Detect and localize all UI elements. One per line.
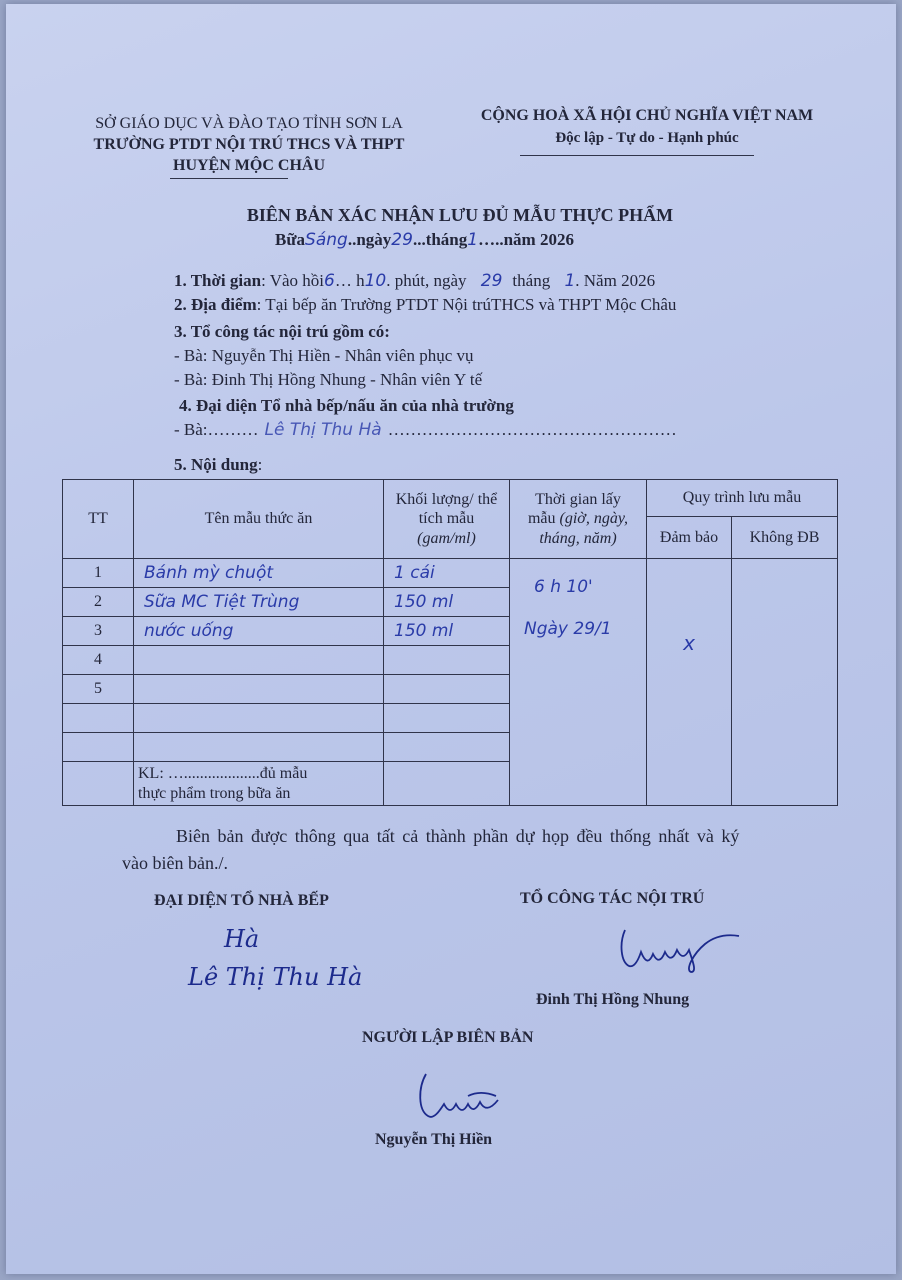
section-content-colon: : <box>257 455 263 474</box>
row-weight: 1 cái <box>384 559 510 588</box>
kitchen-rep-prefix: - Bà:……… <box>174 420 259 439</box>
header-sample-time <box>510 480 647 559</box>
section-time <box>174 271 655 291</box>
meal-month: 1 <box>467 230 479 250</box>
row-food-name <box>134 733 384 762</box>
row-tt <box>63 704 134 733</box>
row-tt: 4 <box>63 646 134 675</box>
header-weight-line2: tích mẫu <box>418 510 475 528</box>
reporter-sign-name: Nguyễn Thị Hiền <box>375 1131 493 1148</box>
conclusion-line1: KL: …...................đủ mẫu <box>138 764 308 782</box>
team-member-1: - Bà: Nguyễn Thị Hiền - Nhân viên phục vụ <box>174 346 474 365</box>
header-process: Quy trình lưu mẫu <box>647 480 838 517</box>
meal-line <box>275 230 574 250</box>
not-ok-cell <box>732 559 838 806</box>
row-food-name <box>134 704 384 733</box>
meal-prefix: Bữa <box>275 230 306 249</box>
time-minute: 10 <box>364 271 387 291</box>
conclusion-text <box>134 762 384 806</box>
section-time-text-d: tháng <box>512 271 551 290</box>
header-weight-line1: Khối lượng/ thể <box>395 491 498 509</box>
national-title: CỘNG HOÀ XÃ HỘI CHỦ NGHĨA VIỆT NAM <box>480 107 814 124</box>
kitchen-rep-line <box>174 420 677 440</box>
header-tt: TT <box>63 480 134 559</box>
sample-time-cell <box>510 559 647 806</box>
section-time-text-e: . Năm 2026 <box>575 271 656 290</box>
row-tt: 2 <box>63 588 134 617</box>
section-location <box>174 295 676 315</box>
department-name: SỞ GIÁO DỤC VÀ ĐÀO TẠO TỈNH SƠN LA <box>95 115 403 132</box>
row-tt <box>63 733 134 762</box>
conclusion-tt <box>63 762 134 806</box>
header-weight <box>384 480 510 559</box>
conclusion-line2: thực phẩm trong bữa ăn <box>138 784 291 802</box>
school-name: TRƯỜNG PTDT NỘI TRÚ THCS VÀ THPT <box>93 136 405 153</box>
section-content <box>174 455 262 475</box>
row-weight <box>384 675 510 704</box>
header-food-name: Tên mẫu thức ăn <box>134 480 384 559</box>
kitchen-sign-title: ĐẠI DIỆN TỔ NHÀ BẾP <box>154 892 329 909</box>
row-food-name: Sữa MC Tiệt Trùng <box>134 588 384 617</box>
row-tt: 1 <box>63 559 134 588</box>
time-month: 1 <box>564 271 576 291</box>
boarding-sign-title: TỔ CÔNG TÁC NỘI TRÚ <box>520 890 705 907</box>
ok-cell <box>647 559 732 806</box>
sample-date-value: Ngày 29/1 <box>524 619 612 640</box>
row-food-name: nước uống <box>134 617 384 646</box>
kitchen-signature: Hà <box>224 925 260 953</box>
header-left <box>74 113 424 176</box>
meal-value: Sáng <box>305 230 348 250</box>
row-food-name: Bánh mỳ chuột <box>134 559 384 588</box>
reporter-signature <box>412 1070 512 1124</box>
ok-mark: x <box>683 631 695 655</box>
header-ok: Đảm bảo <box>647 517 732 559</box>
row-weight <box>384 646 510 675</box>
row-tt: 3 <box>63 617 134 646</box>
row-weight <box>384 704 510 733</box>
closing-line2: vào biên bản./. <box>122 853 228 873</box>
header-weight-line3: (gam/ml) <box>417 529 476 547</box>
section-time-text-a: : Vào hồi <box>261 271 325 290</box>
sample-table <box>62 479 838 806</box>
document-title: BIÊN BẢN XÁC NHẬN LƯU ĐỦ MẪU THỰC PHẨM <box>246 205 674 225</box>
section-location-label: 2. Địa điểm <box>174 295 257 314</box>
section-kitchen-label: 4. Đại diện Tổ nhà bếp/nấu ăn của nhà trường <box>179 396 514 415</box>
meal-year-label: …..năm 2026 <box>478 230 574 249</box>
time-hour: 6 <box>324 271 335 291</box>
conclusion-weight <box>384 762 510 806</box>
header-time-line1: Thời gian lấy <box>535 491 621 509</box>
team-member-2: - Bà: Đinh Thị Hồng Nhung - Nhân viên Y tế <box>174 370 483 389</box>
header-time-line2-italic: (giờ, ngày, <box>559 510 629 528</box>
section-time-text-b: … h <box>334 271 365 290</box>
row-weight: 150 ml <box>384 617 510 646</box>
closing-line1: Biên bản được thông qua tất cả thành phần dự họp đều thống nhất và ký <box>176 826 740 846</box>
table-row <box>63 559 838 588</box>
meal-month-label: ...tháng <box>412 230 468 249</box>
header-time-line2: mẫu <box>527 510 556 528</box>
header-right <box>452 105 842 149</box>
section-time-label: 1. Thời gian <box>174 271 262 290</box>
row-weight: 150 ml <box>384 588 510 617</box>
header-time-line3: tháng, năm) <box>539 529 617 547</box>
boarding-signature <box>615 922 745 974</box>
row-food-name <box>134 675 384 704</box>
time-day: 29 <box>480 271 503 291</box>
section-location-text: : Tại bếp ăn Trường PTDT Nội trúTHCS và THPT Mộc Châu <box>256 295 677 314</box>
kitchen-rep-handwritten-name: Lê Thị Thu Hà <box>188 963 363 991</box>
meal-day-label: ..ngày <box>347 230 392 249</box>
meal-day: 29 <box>391 230 413 250</box>
boarding-sign-name: Đinh Thị Hồng Nhung <box>536 991 690 1008</box>
district-name: HUYỆN MỘC CHÂU <box>173 157 325 174</box>
kitchen-rep-name: Lê Thị Thu Hà <box>264 420 382 440</box>
section-content-label: 5. Nội dung <box>174 455 258 474</box>
section-time-text-c: . phút, ngày <box>386 271 467 290</box>
row-weight <box>384 733 510 762</box>
section-team-label: 3. Tổ công tác nội trú gồm có: <box>174 322 390 341</box>
header-not-ok: Không ĐB <box>732 517 838 559</box>
row-food-name <box>134 646 384 675</box>
row-tt: 5 <box>63 675 134 704</box>
reporter-sign-title: NGƯỜI LẬP BIÊN BẢN <box>362 1029 534 1046</box>
national-motto: Độc lập - Tự do - Hạnh phúc <box>555 130 739 146</box>
kitchen-rep-dots: …………………………………………… <box>387 420 677 439</box>
sample-time-value: 6 h 10' <box>534 577 593 597</box>
